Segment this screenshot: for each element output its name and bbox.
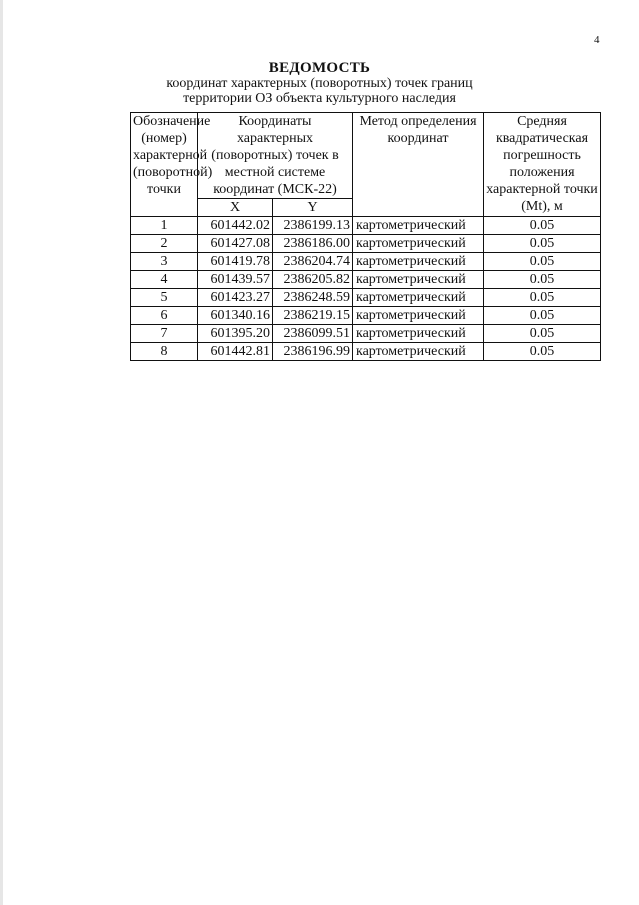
- y-coordinate-cell: 2386248.59: [273, 289, 353, 307]
- coordinates-table: [130, 112, 601, 361]
- y-coordinate-cell: 2386196.99: [273, 343, 353, 361]
- y-coordinate-cell: 2386186.00: [273, 235, 353, 253]
- method-cell: картометрический: [353, 289, 484, 307]
- point-number-cell: 4: [131, 271, 198, 289]
- x-coordinate-cell: 601442.81: [198, 343, 273, 361]
- header-error: Средняя квадратическая погрешность положения характерной точки (Mt), м: [484, 113, 601, 217]
- document-subtitle-line1: координат характерных (поворотных) точек границ: [166, 76, 473, 91]
- document-subtitle-line2: территории ОЗ объекта культурного наследия: [183, 91, 456, 106]
- point-number-cell: 1: [131, 217, 198, 235]
- error-cell: 0.05: [484, 271, 601, 289]
- y-coordinate-cell: 2386199.13: [273, 217, 353, 235]
- document-title: ВЕДОМОСТЬ: [268, 60, 371, 76]
- table-row: [131, 253, 601, 271]
- header-method: Метод определения координат: [353, 113, 484, 217]
- title-block: [0, 60, 639, 106]
- scan-edge: [0, 0, 3, 905]
- header-coordinates: Координаты характерных (поворотных) точек в местной системе координат (МСК-22): [198, 113, 353, 199]
- point-number-cell: 8: [131, 343, 198, 361]
- method-cell: картометрический: [353, 307, 484, 325]
- error-cell: 0.05: [484, 235, 601, 253]
- method-cell: картометрический: [353, 235, 484, 253]
- error-cell: 0.05: [484, 217, 601, 235]
- point-number-cell: 2: [131, 235, 198, 253]
- table-body: [131, 217, 601, 361]
- method-cell: картометрический: [353, 217, 484, 235]
- method-cell: картометрический: [353, 325, 484, 343]
- x-coordinate-cell: 601395.20: [198, 325, 273, 343]
- x-coordinate-cell: 601427.08: [198, 235, 273, 253]
- table-row: [131, 235, 601, 253]
- x-coordinate-cell: 601419.78: [198, 253, 273, 271]
- x-coordinate-cell: 601340.16: [198, 307, 273, 325]
- error-cell: 0.05: [484, 343, 601, 361]
- y-coordinate-cell: 2386205.82: [273, 271, 353, 289]
- header-x: X: [198, 199, 273, 217]
- table-row: [131, 343, 601, 361]
- error-cell: 0.05: [484, 289, 601, 307]
- method-cell: картометрический: [353, 253, 484, 271]
- y-coordinate-cell: 2386099.51: [273, 325, 353, 343]
- point-number-cell: 3: [131, 253, 198, 271]
- point-number-cell: 5: [131, 289, 198, 307]
- error-cell: 0.05: [484, 253, 601, 271]
- table-row: [131, 307, 601, 325]
- error-cell: 0.05: [484, 325, 601, 343]
- point-number-cell: 6: [131, 307, 198, 325]
- method-cell: картометрический: [353, 271, 484, 289]
- point-number-cell: 7: [131, 325, 198, 343]
- page-number: 4: [594, 34, 600, 46]
- x-coordinate-cell: 601439.57: [198, 271, 273, 289]
- error-cell: 0.05: [484, 307, 601, 325]
- x-coordinate-cell: 601442.02: [198, 217, 273, 235]
- method-cell: картометрический: [353, 343, 484, 361]
- y-coordinate-cell: 2386204.74: [273, 253, 353, 271]
- table-row: [131, 289, 601, 307]
- header-y: Y: [273, 199, 353, 217]
- table-row: [131, 325, 601, 343]
- header-designation: Обозначение (номер) характерной (поворотной) точки: [131, 113, 198, 217]
- x-coordinate-cell: 601423.27: [198, 289, 273, 307]
- table-row: [131, 271, 601, 289]
- y-coordinate-cell: 2386219.15: [273, 307, 353, 325]
- table-row: [131, 217, 601, 235]
